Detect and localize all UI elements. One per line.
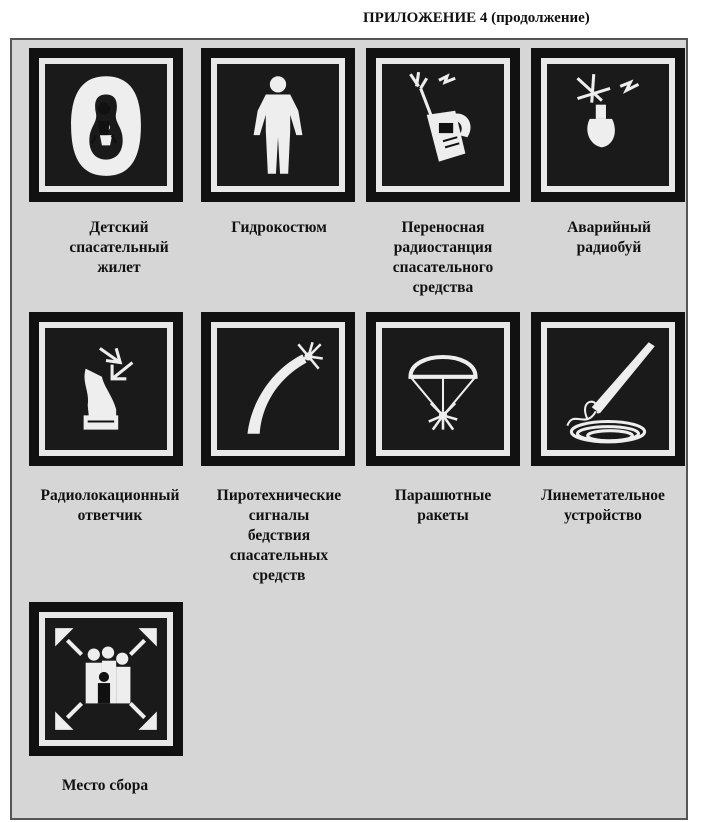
sign-label: Место сбора	[61, 777, 149, 794]
pyrotechnic-signals-icon	[217, 328, 339, 450]
sign-label: Детский спасательный жилет	[69, 219, 169, 276]
radar-transponder-sign	[29, 312, 183, 466]
epirb-sign	[531, 48, 685, 202]
radar-transponder-icon	[45, 328, 167, 450]
child-lifejacket-icon	[45, 64, 167, 186]
sign-label: Гидрокостюм	[231, 219, 327, 236]
sign-label: Аварийный радиобуй	[567, 219, 651, 256]
sign-label: Линеметательное устройство	[541, 487, 665, 524]
sign-label: Переносная радиостанция спасательного средства	[392, 219, 494, 296]
line-throwing-sign	[531, 312, 685, 466]
portable-radio-icon	[382, 64, 504, 186]
epirb-icon	[547, 64, 669, 186]
immersion-suit-icon	[217, 64, 339, 186]
child-lifejacket-sign	[29, 48, 183, 202]
immersion-suit-sign	[201, 48, 355, 202]
muster-station-icon	[45, 618, 167, 740]
pyrotechnic-signals-sign	[201, 312, 355, 466]
parachute-rockets-sign	[366, 312, 520, 466]
page-title: ПРИЛОЖЕНИЕ 4 (продолжение)	[363, 10, 590, 26]
sign-label: Парашютные ракеты	[394, 487, 492, 524]
sign-label: Пиротехнические сигналы бедствия спасательных средств	[216, 487, 342, 584]
sign-label: Радиолокационный ответчик	[40, 487, 180, 524]
line-throwing-icon	[547, 328, 669, 450]
portable-radio-sign	[366, 48, 520, 202]
muster-station-sign	[29, 602, 183, 756]
parachute-rockets-icon	[382, 328, 504, 450]
